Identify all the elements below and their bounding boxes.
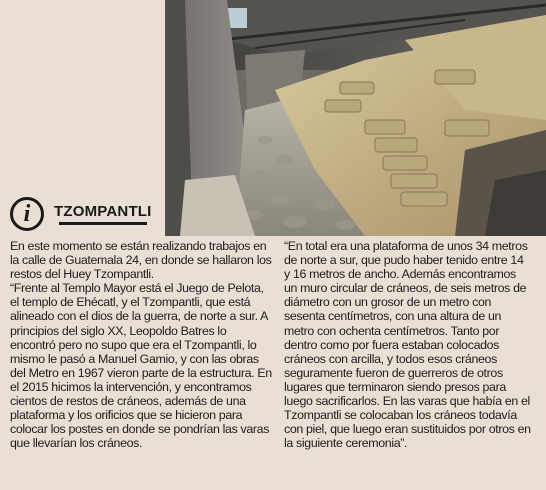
right-column — [284, 239, 532, 450]
left-column — [10, 239, 272, 450]
article-title: TZOMPANTLI — [54, 202, 152, 220]
left-paragraph-1: En este momento se están realizando trabajos en la calle de Guatemala 24, en donde se hallaron los restos del Huey Tzompantli. — [10, 239, 272, 282]
left-paragraph-2: “Frente al Templo Mayor está el Juego de Pelota, el templo de Ehécatl, y el Tzompantli, que está alineado con el dios de la guerra, de norte a sur. A principios del siglo XX, Leopoldo Batres lo encontró pero no supo que era el Tzompantli, lo mismo le pasó a Manuel Gamio, y con las obras del Metro en 1967 vieron parte de la estructura. En el 2015 hicimos la intervención, y encontramos cientos de restos de cráneos, además de una plataforma y los orificios que se hicieron para colocar los postes en donde se pondrían las varas que llevarían los cráneos. — [10, 281, 272, 451]
title-underline — [59, 222, 147, 225]
right-paragraph-1: “En total era una plataforma de unos 34 metros de norte a sur, que pudo haber tenido entre 14 y 16 metros de ancho. Además encontramos un muro circular de cráneos, de seis metros de diámetro con un grosor de un metro con sesenta centímetros, con una altura de un metro con ochenta centímetros. Tanto por dentro como por fuera estaban colocados cráneos con arcilla, y todos esos cráneos seguramente fueron de guerreros de otros lugares que terminaron siendo presos para luego sacrificarlos. En las varas que había en el Tzompantli se colocaban los cráneos todavía con piel, que luego eran sustituidos por otros en la siguiente ceremonia”. — [284, 239, 531, 451]
article-header — [10, 197, 152, 231]
info-icon: i — [10, 197, 44, 231]
excavation-photo — [165, 0, 546, 236]
